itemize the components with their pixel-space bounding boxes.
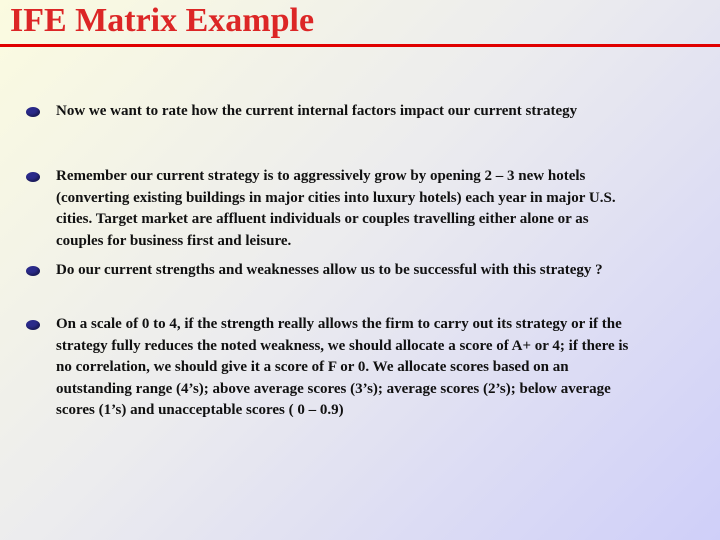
slide-title: IFE Matrix Example <box>10 2 315 39</box>
bullet-dot-icon <box>26 107 40 117</box>
bullet-dot-icon <box>26 320 40 330</box>
bullet-text: On a scale of 0 to 4, if the strength really allows the firm to carry out its strategy or if the strategy fully reduces the noted weakness, we should allocate a score of A+ or 4; if there is no correlation, we should give it a score of F or 0. We allocate scores based on an outstanding range (4’s); above average scores (3’s); average scores (2’s); below average scores (1’s) and unacceptable scores ( 0 – 0.9) <box>56 316 629 418</box>
bullet-text: Do our current strengths and weaknesses allow us to be successful with this strategy ? <box>56 262 603 278</box>
bullet-dot-icon <box>26 266 40 276</box>
bullet-dot-icon <box>26 172 40 182</box>
bullet-text: Now we want to rate how the current internal factors impact our current strategy <box>56 103 578 119</box>
bullet-text: Remember our current strategy is to aggressively grow by opening 2 – 3 new hotels (converting existing buildings in major cities into luxury hotels) each year in major U.S. cities. Target market are affluent individuals or couples travelling either alone or as couples for business first and leisure. <box>56 168 616 249</box>
